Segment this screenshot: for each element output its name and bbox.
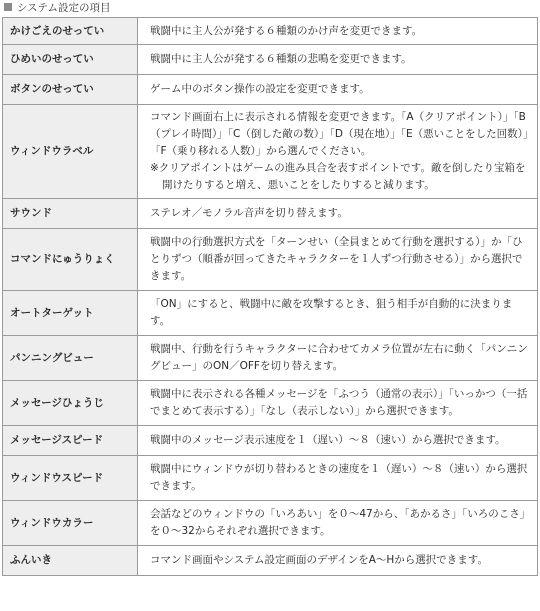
setting-name: コマンドにゅうりょく bbox=[3, 229, 138, 291]
table-row bbox=[3, 546, 538, 576]
setting-description: 戦闘中にウィンドウが切り替わるときの速度を１（遅い）～８（速い）から選択できます。 bbox=[138, 456, 538, 501]
setting-name: オートターゲット bbox=[3, 291, 138, 336]
setting-description: 会話などのウィンドウの「いろあい」を０～47から、「あかるさ」「いろのこさ」を０～32からそれぞれ選択できます。 bbox=[138, 501, 538, 546]
setting-description: 戦闘中に主人公が発する６種類のかけ声を変更できます。 bbox=[138, 18, 538, 45]
setting-description: 戦闘中のメッセージ表示速度を１（遅い）～８（速い）から選択できます。 bbox=[138, 426, 538, 456]
setting-name: ウィンドウラベル bbox=[3, 105, 138, 199]
table-row bbox=[3, 199, 538, 229]
setting-name: ひめいのせってい bbox=[3, 45, 138, 75]
section-caption bbox=[4, 0, 110, 14]
table-row bbox=[3, 75, 538, 105]
setting-name: メッセージひょうじ bbox=[3, 381, 138, 426]
table-row bbox=[3, 45, 538, 75]
setting-description: ゲーム中のボタン操作の設定を変更できます。 bbox=[138, 75, 538, 105]
table-row bbox=[3, 18, 538, 45]
setting-name: ボタンのせってい bbox=[3, 75, 138, 105]
settings-table bbox=[2, 17, 538, 576]
setting-description: 戦闘中に表示される各種メッセージを「ふつう（通常の表示）」「いっかつ（一括でまとめて表示する）」「なし（表示しない）」から選択できます。 bbox=[138, 381, 538, 426]
setting-name: かけごえのせってい bbox=[3, 18, 138, 45]
setting-name: ウィンドウスピード bbox=[3, 456, 138, 501]
setting-description: 戦闘中の行動選択方式を「ターンせい（全員まとめて行動を選択する）」か「ひとりずつ（順番が回ってきたキャラクターを１人ずつ行動させる）」から選択できます。 bbox=[138, 229, 538, 291]
setting-name: メッセージスピード bbox=[3, 426, 138, 456]
table-row bbox=[3, 336, 538, 381]
setting-description: コマンド画面やシステム設定画面のデザインをA～Hから選択できます。 bbox=[138, 546, 538, 576]
setting-name: ウィンドウカラー bbox=[3, 501, 138, 546]
caption-text: システム設定の項目 bbox=[17, 1, 111, 14]
setting-name: サウンド bbox=[3, 199, 138, 229]
table-row bbox=[3, 291, 538, 336]
table-row bbox=[3, 381, 538, 426]
table-row bbox=[3, 456, 538, 501]
table-row bbox=[3, 229, 538, 291]
setting-description: 戦闘中、行動を行うキャラクターに合わせてカメラ位置が左右に動く「パンニングビュー」のON／OFFを切り替えます。 bbox=[138, 336, 538, 381]
table-row bbox=[3, 426, 538, 456]
setting-name: ふんいき bbox=[3, 546, 138, 576]
setting-note: ※クリアポイントはゲームの進み具合を表すポイントです。敵を倒したり宝箱を開けたりすると増え、悪いことをしたりすると減ります。 bbox=[150, 162, 526, 191]
setting-description: 「ON」にすると、戦闘中に敵を攻撃するとき、狙う相手が自動的に決まります。 bbox=[138, 291, 538, 336]
setting-description bbox=[138, 105, 538, 199]
setting-description: 戦闘中に主人公が発する６種類の悲鳴を変更できます。 bbox=[138, 45, 538, 75]
setting-description: ステレオ／モノラル音声を切り替えます。 bbox=[138, 199, 538, 229]
table-row bbox=[3, 105, 538, 199]
setting-description-text: コマンド画面右上に表示される情報を変更できます。「A（クリアポイント）」「B（プレイ時間）」「C（倒した敵の数）」「D（現在地）」「E（悪いことをした回数）」「F（乗り移れる人数）」から選んでください。 bbox=[150, 111, 529, 157]
setting-name: パンニングビュー bbox=[3, 336, 138, 381]
table-row bbox=[3, 501, 538, 546]
square-bullet-icon bbox=[4, 3, 12, 11]
